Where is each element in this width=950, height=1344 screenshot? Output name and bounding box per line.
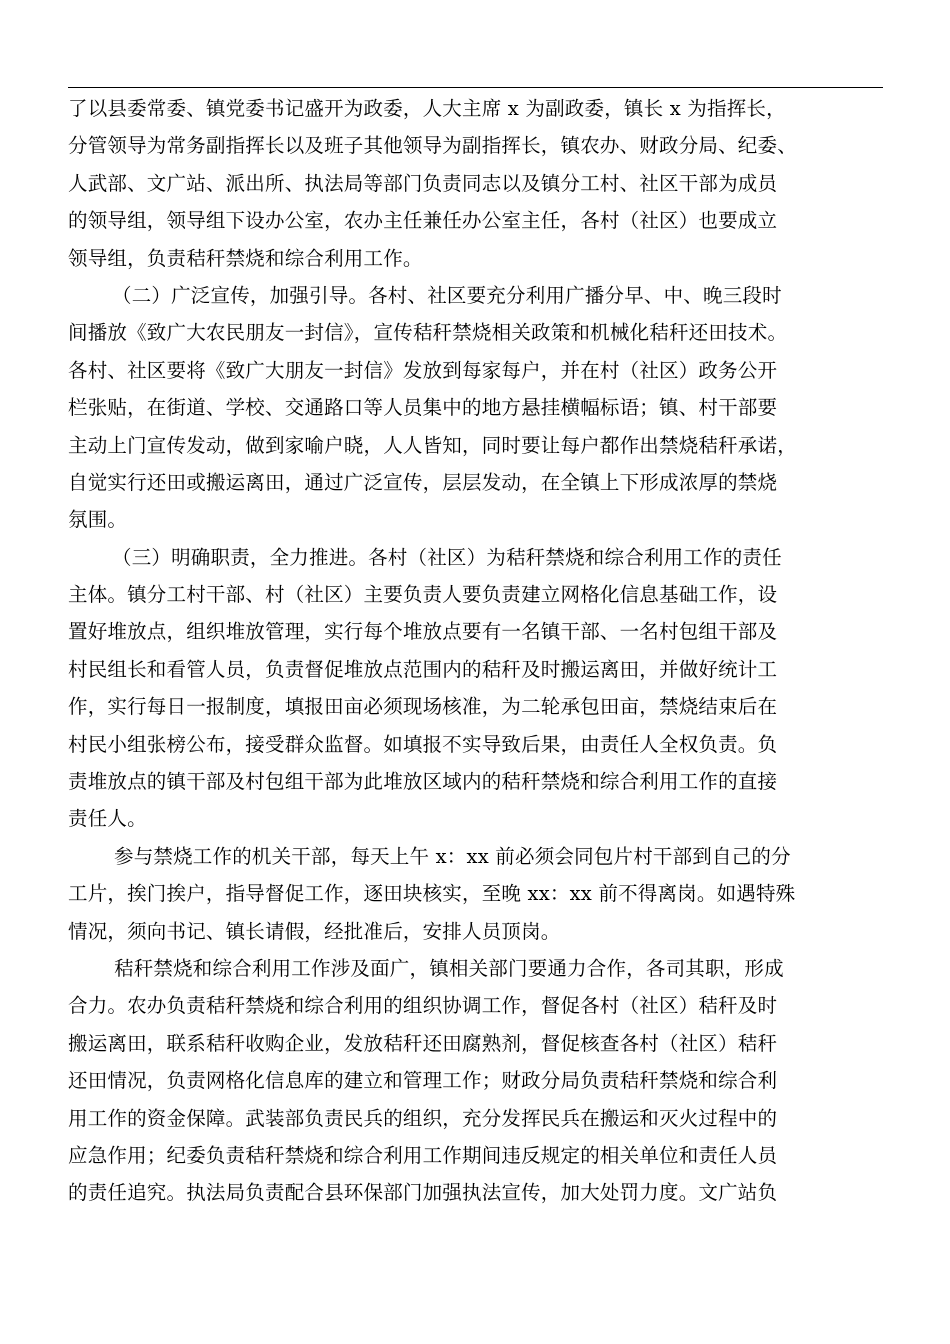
- text-line: 参与禁烧工作的机关干部，每天上午 x：xx 前必须会同包片村干部到自己的分: [114, 844, 791, 868]
- text-line: 合力。农办负责秸秆禁烧和综合利用的组织协调工作，督促各村（社区）秸秆及时: [68, 994, 778, 1018]
- text-line: 用工作的资金保障。武装部负责民兵的组织，充分发挥民兵在搬运和灭火过程中的: [68, 1106, 778, 1130]
- text-line: （三）明确职责，全力推进。各村（社区）为秸秆禁烧和综合利用工作的责任: [112, 545, 782, 569]
- text-line: 主体。镇分工村干部、村（社区）主要负责人要负责建立网格化信息基础工作，设: [68, 583, 778, 607]
- text-line: 人武部、文广站、派出所、执法局等部门负责同志以及镇分工村、社区干部为成员: [68, 171, 778, 195]
- text-line: 责堆放点的镇干部及村包组干部为此堆放区域内的秸秆禁烧和综合利用工作的直接: [68, 770, 778, 794]
- text-line: 主动上门宣传发动，做到家喻户晓，人人皆知，同时要让每户都作出禁烧秸秆承诺，: [68, 433, 797, 457]
- text-line: 栏张贴，在街道、学校、交通路口等人员集中的地方悬挂横幅标语；镇、村干部要: [68, 396, 778, 420]
- text-line: 的领导组，领导组下设办公室，农办主任兼任办公室主任，各村（社区）也要成立: [68, 209, 778, 233]
- paragraph-publicity: [68, 277, 898, 539]
- paragraph-cadre-duty: [68, 838, 898, 950]
- text-line: 的责任追究。执法局负责配合县环保部门加强执法宣传，加大处罚力度。文广站负: [68, 1181, 778, 1205]
- paragraph-responsibilities: [68, 539, 898, 838]
- text-line: 各村、社区要将《致广大朋友一封信》发放到每家每户，并在村（社区）政务公开: [68, 358, 778, 382]
- text-line: 还田情况，负责网格化信息库的建立和管理工作；财政分局负责秸秆禁烧和综合利: [68, 1069, 778, 1093]
- text-line: 氛围。: [68, 508, 128, 532]
- text-line: 秸秆禁烧和综合利用工作涉及面广，镇相关部门要通力合作，各司其职，形成: [114, 956, 784, 980]
- text-line: 分管领导为常务副指挥长以及班子其他领导为副指挥长，镇农办、财政分局、纪委、: [68, 134, 797, 158]
- document-body: [68, 90, 898, 1212]
- text-line: 情况，须向书记、镇长请假，经批准后，安排人员顶岗。: [68, 919, 561, 943]
- text-line: 作，实行每日一报制度，填报田亩必须现场核准，为二轮承包田亩，禁烧结束后在: [68, 695, 778, 719]
- text-line: 间播放《致广大农民朋友一封信》，宣传秸秆禁烧相关政策和机械化秸秆还田技术。: [68, 321, 788, 345]
- text-line: 村民组长和看管人员，负责督促堆放点范围内的秸秆及时搬运离田，并做好统计工: [68, 657, 778, 681]
- text-line: 置好堆放点，组织堆放管理，实行每个堆放点要有一名镇干部、一名村包组干部及: [68, 620, 778, 644]
- text-line: （二）广泛宣传，加强引导。各村、社区要充分利用广播分早、中、晚三段时: [112, 283, 782, 307]
- text-line: 工片，挨门挨户，指导督促工作，逐田块核实，至晚 xx：xx 前不得离岗。如遇特殊: [68, 882, 796, 906]
- text-line: 了以县委常委、镇党委书记盛开为政委，人大主席 x 为副政委，镇长 x 为指挥长，: [68, 97, 786, 120]
- header-rule: [68, 87, 883, 88]
- paragraph-leading-committee: [68, 90, 898, 277]
- text-line: 村民小组张榜公布，接受群众监督。如填报不实导致后果，由责任人全权负责。负: [68, 732, 778, 756]
- text-line: 领导组，负责秸秆禁烧和综合利用工作。: [68, 246, 423, 270]
- text-line: 自觉实行还田或搬运离田，通过广泛宣传，层层发动，在全镇上下形成浓厚的禁烧: [68, 470, 778, 494]
- paragraph-department-cooperation: [68, 950, 898, 1212]
- text-line: 应急作用；纪委负责秸秆禁烧和综合利用工作期间违反规定的相关单位和责任人员: [68, 1143, 778, 1167]
- text-line: 责任人。: [68, 807, 147, 831]
- text-line: 搬运离田，联系秸秆收购企业，发放秸秆还田腐熟剂，督促核查各村（社区）秸秆: [68, 1031, 778, 1055]
